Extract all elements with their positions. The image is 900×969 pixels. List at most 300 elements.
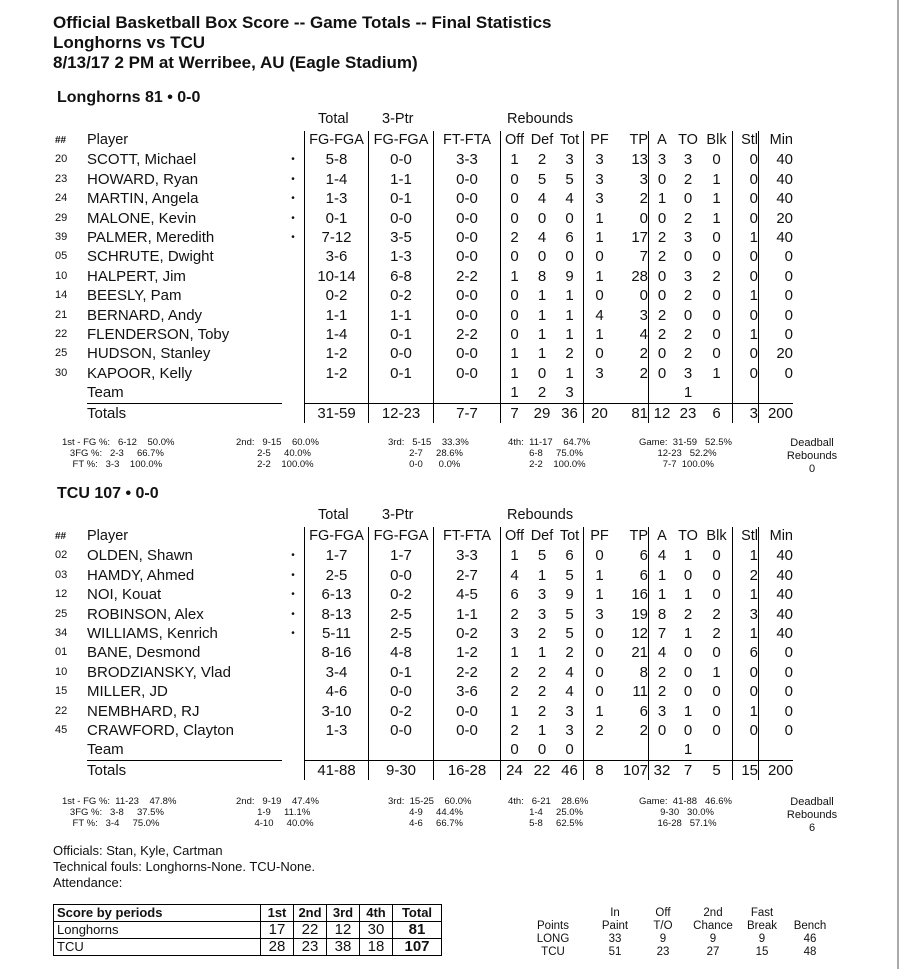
stat-num: 34 xyxy=(55,627,68,640)
stat-fg: 1-3 xyxy=(305,189,369,208)
stat-tot: 9 xyxy=(556,585,584,604)
stat-off: 0 xyxy=(501,189,529,208)
stat-fg: 8-16 xyxy=(305,643,369,662)
stat-pts: 16 xyxy=(615,585,649,604)
stat-pf: 3 xyxy=(595,151,604,169)
stat-tot: 4 xyxy=(556,189,584,208)
stat-blk: 0 xyxy=(701,585,733,604)
period-score: 22 xyxy=(294,922,327,939)
stat-blk: 1 xyxy=(701,189,733,208)
away-player-row xyxy=(55,721,793,740)
stat-stl: 6 xyxy=(733,643,759,662)
stat-pf: 0 xyxy=(595,547,604,565)
starter-marker: • xyxy=(291,608,295,620)
report-title: Official Basketball Box Score -- Game Totals -- Final Statistics xyxy=(53,13,552,32)
stat-num: 10 xyxy=(55,665,68,678)
stat-tot: 5 xyxy=(556,605,584,624)
stat-fg: 0-1 xyxy=(305,209,369,228)
stat-tot: 4 xyxy=(556,663,584,682)
col-header-a: A xyxy=(657,132,667,148)
stat-a: 4 xyxy=(657,644,667,662)
stat-off: 1 xyxy=(501,643,529,662)
stat-def: 3 xyxy=(537,605,547,623)
home-player-row xyxy=(55,150,793,169)
stat-num: 30 xyxy=(55,366,68,379)
stat-tp: 1-1 xyxy=(369,306,434,325)
group-rebounds-away: Rebounds xyxy=(507,507,574,523)
home-player-row xyxy=(55,228,793,247)
col-header-s xyxy=(282,527,305,546)
starter-marker: • xyxy=(291,550,295,562)
period-score: 28 xyxy=(261,939,294,956)
col-header-fg: FG-FGA xyxy=(305,131,369,150)
away-q2-pct: 2nd: 9-19 47.4% 1-9 11.1% 4-10 40.0% xyxy=(236,796,319,829)
stat-tot: 5 xyxy=(556,566,584,585)
stat-off: 2 xyxy=(501,663,529,682)
home-player-row xyxy=(55,325,793,344)
home-player-row xyxy=(55,306,793,325)
stat-fg: 5-8 xyxy=(305,150,369,169)
stat-to: 2 xyxy=(683,605,693,623)
stat-tp xyxy=(369,383,434,403)
stat-def: 0 xyxy=(537,248,547,266)
stat-num: 20 xyxy=(55,153,68,166)
stat-num xyxy=(55,740,87,760)
stat-tp: 4-8 xyxy=(369,643,434,662)
total-fg: 31-59 xyxy=(305,403,369,423)
stat-a: 1 xyxy=(657,190,667,208)
stat-pts: 4 xyxy=(615,325,649,344)
stat-pts: 6 xyxy=(615,566,649,585)
stat-blk: 0 xyxy=(701,247,733,266)
stat-num: 14 xyxy=(55,289,68,302)
stat-to: 0 xyxy=(683,683,693,701)
stat-tot: 3 xyxy=(556,150,584,169)
away-q4-pct: 4th: 6-21 28.6% 1-4 25.0% 5-8 62.5% xyxy=(508,796,589,829)
stat-stl: 0 xyxy=(733,209,759,228)
starter-marker xyxy=(282,740,305,760)
stat-to: 1 xyxy=(683,586,693,604)
stat-blk xyxy=(701,383,733,403)
away-player-row xyxy=(55,702,793,721)
stat-num: 29 xyxy=(55,211,68,224)
technical-fouls: Technical fouls: Longhorns-None. TCU-None. xyxy=(53,859,316,874)
stat-off: 0 xyxy=(501,325,529,344)
player-name: ROBINSON, Alex xyxy=(87,605,204,623)
stat-to: 0 xyxy=(683,248,693,266)
player-name: BANE, Desmond xyxy=(87,644,201,662)
stat-blk xyxy=(701,740,733,760)
total-to: 23 xyxy=(675,403,701,423)
stat-stl: 0 xyxy=(733,150,759,169)
stat-pts: 0 xyxy=(615,286,649,305)
total-num xyxy=(55,760,87,780)
stat-tp: 0-1 xyxy=(369,189,434,208)
stat-blk: 0 xyxy=(701,228,733,247)
stat-pf: 1 xyxy=(595,209,604,227)
stat-pts: 2 xyxy=(615,364,649,383)
away-player-row xyxy=(55,643,793,662)
periods-header-row xyxy=(54,905,442,922)
stat-pts: 11 xyxy=(615,682,649,701)
group-3ptr-away: 3-Ptr xyxy=(382,507,414,523)
stat-num: 45 xyxy=(55,724,68,737)
col-header-min: Min xyxy=(769,132,793,148)
away-player-row xyxy=(55,566,793,585)
stat-min: 0 xyxy=(784,722,793,740)
stat-blk: 0 xyxy=(701,643,733,662)
stat-def: 2 xyxy=(537,702,547,720)
player-name: NEMBHARD, RJ xyxy=(87,702,200,720)
col-header-num: ## xyxy=(55,135,67,146)
period-score: 12 xyxy=(327,922,360,939)
stat-pts: 13 xyxy=(615,150,649,169)
stat-pf: 0 xyxy=(595,287,604,305)
stat-fg xyxy=(305,740,369,760)
stat-tp: 0-1 xyxy=(369,325,434,344)
stat-stl: 3 xyxy=(733,605,759,624)
col-header-min: Min xyxy=(769,528,793,544)
stat-ft: 0-0 xyxy=(434,364,501,383)
stat-fg xyxy=(305,383,369,403)
stat-min: 0 xyxy=(784,644,793,662)
away-deadball-rebounds: Deadball Rebounds 6 xyxy=(786,796,838,834)
starter-marker xyxy=(282,364,305,383)
total-blk: 5 xyxy=(701,760,733,780)
stat-tot: 6 xyxy=(556,546,584,565)
stat-blk: 0 xyxy=(701,682,733,701)
points-bench: Bench 46 48 xyxy=(793,920,827,958)
stat-to: 1 xyxy=(683,384,693,402)
col-header-stl: Stl xyxy=(733,131,759,150)
col-header-pf: PF xyxy=(590,132,609,148)
player-name: PALMER, Meredith xyxy=(87,229,215,247)
stat-ft xyxy=(434,740,501,760)
group-rebounds: Rebounds xyxy=(507,111,574,127)
stat-pf: 3 xyxy=(595,170,604,188)
starter-marker xyxy=(282,643,305,662)
stat-tp xyxy=(369,740,434,760)
away-game-pct: Game: 41-88 46.6% 9-30 30.0% 16-28 57.1% xyxy=(639,796,732,829)
stat-def: 8 xyxy=(537,267,547,285)
stat-ft: 0-0 xyxy=(434,209,501,228)
total-tot: 46 xyxy=(556,760,584,780)
away-player-row xyxy=(55,740,793,760)
stat-off: 1 xyxy=(501,364,529,383)
periods-head-2: 2nd xyxy=(294,905,327,922)
period-team: TCU xyxy=(54,939,261,956)
stat-def: 5 xyxy=(537,170,547,188)
stat-off: 0 xyxy=(501,740,529,760)
stat-off: 2 xyxy=(501,721,529,740)
stat-to: 3 xyxy=(683,151,693,169)
stat-to: 1 xyxy=(683,625,693,643)
stat-to: 2 xyxy=(683,326,693,344)
total-tot: 36 xyxy=(556,403,584,423)
stat-min: 0 xyxy=(784,364,793,382)
periods-head-3: 3rd xyxy=(327,905,360,922)
officials: Officials: Stan, Kyle, Cartman xyxy=(53,843,223,858)
stat-a: 0 xyxy=(657,364,667,382)
stat-tp: 0-0 xyxy=(369,344,434,363)
stat-num: 25 xyxy=(55,607,68,620)
player-name: KAPOOR, Kelly xyxy=(87,364,193,382)
total-min: 200 xyxy=(759,403,794,423)
stat-min: 0 xyxy=(784,683,793,701)
stat-min: 0 xyxy=(784,248,793,266)
stat-off: 0 xyxy=(501,247,529,266)
stat-pts: 6 xyxy=(615,546,649,565)
stat-to: 2 xyxy=(683,170,693,188)
stat-tot: 3 xyxy=(556,702,584,721)
col-header-tot: Tot xyxy=(556,527,584,546)
col-header-pf: PF xyxy=(590,528,609,544)
stat-to: 0 xyxy=(683,722,693,740)
game-date-location: 8/13/17 2 PM at Werribee, AU (Eagle Stadium) xyxy=(53,53,418,72)
stat-a: 0 xyxy=(657,345,667,363)
stat-pts: 28 xyxy=(615,267,649,286)
home-game-pct: Game: 31-59 52.5% 12-23 52.2% 7-7 100.0% xyxy=(639,437,732,470)
player-name: OLDEN, Shawn xyxy=(87,547,193,565)
away-box-score-table xyxy=(55,527,793,780)
home-player-row xyxy=(55,209,793,228)
player-name: WILLIAMS, Kenrich xyxy=(87,625,218,643)
stat-off: 1 xyxy=(501,267,529,286)
stat-to: 0 xyxy=(683,566,693,584)
stat-pf: 0 xyxy=(595,248,604,266)
group-total: Total xyxy=(318,111,349,127)
period-score: 18 xyxy=(360,939,393,956)
stat-pf: 0 xyxy=(595,683,604,701)
stat-blk: 1 xyxy=(701,663,733,682)
home-q1-pct: 1st - FG %: 6-12 50.0% 3FG %: 2-3 66.7% FT %: 3-3 100.0% xyxy=(62,437,175,470)
stat-num: 03 xyxy=(55,568,68,581)
period-score: 107 xyxy=(393,939,442,956)
period-score: 17 xyxy=(261,922,294,939)
group-3ptr: 3-Ptr xyxy=(382,111,414,127)
total-def: 29 xyxy=(528,403,556,423)
starter-marker: • xyxy=(291,154,295,166)
stat-min: 40 xyxy=(776,625,793,643)
stat-off: 1 xyxy=(501,383,529,403)
stat-tp: 0-2 xyxy=(369,286,434,305)
stat-blk: 0 xyxy=(701,150,733,169)
stat-pf: 1 xyxy=(595,586,604,604)
home-q2-pct: 2nd: 9-15 60.0% 2-5 40.0% 2-2 100.0% xyxy=(236,437,319,470)
starter-marker: • xyxy=(291,569,295,581)
total-a: 32 xyxy=(649,760,676,780)
period-score: 81 xyxy=(393,922,442,939)
points-in-paint: In Paint 33 51 xyxy=(601,907,629,958)
stat-def: 2 xyxy=(537,384,547,402)
stat-fg: 6-13 xyxy=(305,585,369,604)
total-off: 7 xyxy=(501,403,529,423)
total-name: Totals xyxy=(87,403,282,423)
stat-pf: 3 xyxy=(595,190,604,208)
stat-off: 1 xyxy=(501,546,529,565)
stat-fg: 2-5 xyxy=(305,566,369,585)
stat-off: 0 xyxy=(501,170,529,189)
stat-to: 0 xyxy=(683,190,693,208)
stat-blk: 0 xyxy=(701,566,733,585)
stat-pts: 3 xyxy=(615,170,649,189)
stat-pts: 7 xyxy=(615,247,649,266)
home-player-row xyxy=(55,364,793,383)
periods-row xyxy=(54,939,442,956)
stat-pf xyxy=(584,383,616,403)
stat-min: 40 xyxy=(776,547,793,565)
stat-def: 1 xyxy=(537,345,547,363)
player-name: SCHRUTE, Dwight xyxy=(87,248,214,266)
stat-min: 0 xyxy=(784,663,793,681)
stat-a: 4 xyxy=(657,547,667,565)
stat-to: 1 xyxy=(683,741,693,759)
stat-min: 20 xyxy=(776,345,793,363)
col-header-tp: FG-FGA xyxy=(369,131,434,150)
home-totals-row xyxy=(55,403,793,423)
stat-pf: 0 xyxy=(595,625,604,643)
stat-a xyxy=(649,383,676,403)
stat-stl: 0 xyxy=(733,344,759,363)
matchup: Longhorns vs TCU xyxy=(53,33,206,52)
player-name: BRODZIANSKY, Vlad xyxy=(87,663,231,681)
stat-a: 2 xyxy=(657,248,667,266)
stat-pf: 1 xyxy=(595,566,604,584)
stat-ft: 0-0 xyxy=(434,247,501,266)
stat-tot: 1 xyxy=(556,364,584,383)
stat-to: 0 xyxy=(683,663,693,681)
stat-stl: 1 xyxy=(733,228,759,247)
stat-a: 7 xyxy=(657,625,667,643)
stat-a: 2 xyxy=(657,306,667,324)
stat-tp: 1-3 xyxy=(369,247,434,266)
stat-def: 5 xyxy=(537,547,547,565)
points-off-turnovers: Off T/O 9 23 xyxy=(653,907,673,958)
col-header-num: ## xyxy=(55,531,67,542)
stat-pf: 0 xyxy=(595,345,604,363)
stat-ft: 0-0 xyxy=(434,189,501,208)
stat-ft: 1-2 xyxy=(434,643,501,662)
stat-a: 1 xyxy=(657,586,667,604)
points-row-labels: Points LONG TCU xyxy=(536,920,570,958)
stat-tp: 0-0 xyxy=(369,566,434,585)
player-name: CRAWFORD, Clayton xyxy=(87,722,234,740)
col-header-tot: Tot xyxy=(556,131,584,150)
stat-ft: 0-0 xyxy=(434,170,501,189)
stat-fg: 1-3 xyxy=(305,721,369,740)
stat-a: 3 xyxy=(657,702,667,720)
stat-pf: 0 xyxy=(595,644,604,662)
stat-tp: 0-2 xyxy=(369,702,434,721)
starter-marker xyxy=(282,247,305,266)
col-header-def: Def xyxy=(530,528,554,544)
stat-stl xyxy=(733,383,759,403)
player-name: MILLER, JD xyxy=(87,683,168,701)
stat-off: 1 xyxy=(501,344,529,363)
stat-num: 15 xyxy=(55,685,68,698)
stat-ft: 3-6 xyxy=(434,682,501,701)
stat-def: 2 xyxy=(537,151,547,169)
starter-marker: • xyxy=(291,212,295,224)
stat-off: 0 xyxy=(501,209,529,228)
stat-pts: 21 xyxy=(615,643,649,662)
stat-to: 1 xyxy=(683,547,693,565)
total-pf: 20 xyxy=(584,403,616,423)
away-player-row xyxy=(55,682,793,701)
total-tp: 12-23 xyxy=(369,403,434,423)
stat-tp: 1-7 xyxy=(369,546,434,565)
col-header-tp: FG-FGA xyxy=(369,527,434,546)
stat-pf: 1 xyxy=(595,326,604,344)
player-name: HAMDY, Ahmed xyxy=(87,566,195,584)
stat-pts: 6 xyxy=(615,702,649,721)
period-team: Longhorns xyxy=(54,922,261,939)
stat-blk: 0 xyxy=(701,344,733,363)
stat-num: 24 xyxy=(55,192,68,205)
stat-stl: 0 xyxy=(733,267,759,286)
stat-a: 0 xyxy=(657,722,667,740)
col-header-blk: Blk xyxy=(701,527,733,546)
stat-fg: 1-2 xyxy=(305,344,369,363)
stat-pf xyxy=(584,740,616,760)
periods-head-0: Score by periods xyxy=(54,905,261,922)
stat-blk: 0 xyxy=(701,306,733,325)
stat-min: 40 xyxy=(776,566,793,584)
stat-stl: 1 xyxy=(733,585,759,604)
stat-ft: 0-2 xyxy=(434,624,501,643)
away-player-row xyxy=(55,546,793,565)
col-header-stl: Stl xyxy=(733,527,759,546)
stat-fg: 1-1 xyxy=(305,306,369,325)
stat-stl: 1 xyxy=(733,546,759,565)
stat-blk: 1 xyxy=(701,364,733,383)
stat-a: 2 xyxy=(657,229,667,247)
stat-stl: 0 xyxy=(733,663,759,682)
periods-row xyxy=(54,922,442,939)
stat-off: 0 xyxy=(501,306,529,325)
away-totals-row xyxy=(55,760,793,780)
starter-marker xyxy=(282,344,305,363)
stat-fg: 1-2 xyxy=(305,364,369,383)
stat-tp: 0-1 xyxy=(369,364,434,383)
stat-ft: 0-0 xyxy=(434,306,501,325)
stat-pts: 3 xyxy=(615,306,649,325)
stat-fg: 10-14 xyxy=(305,267,369,286)
stat-ft: 2-2 xyxy=(434,267,501,286)
stat-fg: 7-12 xyxy=(305,228,369,247)
total-stl: 15 xyxy=(733,760,759,780)
stat-tp: 0-0 xyxy=(369,721,434,740)
stat-blk: 2 xyxy=(701,624,733,643)
stat-fg: 0-2 xyxy=(305,286,369,305)
stat-tot: 2 xyxy=(556,344,584,363)
stat-tot: 6 xyxy=(556,228,584,247)
stat-stl xyxy=(733,740,759,760)
home-player-row xyxy=(55,170,793,189)
col-header-off: Off xyxy=(501,527,529,546)
starter-marker xyxy=(282,306,305,325)
stat-tot: 0 xyxy=(556,247,584,266)
stat-fg: 4-6 xyxy=(305,682,369,701)
stat-off: 1 xyxy=(501,702,529,721)
stat-num: 01 xyxy=(55,646,68,659)
stat-pts: 2 xyxy=(615,344,649,363)
stat-tot: 3 xyxy=(556,383,584,403)
stat-ft: 0-0 xyxy=(434,702,501,721)
total-s xyxy=(282,760,305,780)
stat-min: 40 xyxy=(776,229,793,247)
stat-a: 3 xyxy=(657,151,667,169)
